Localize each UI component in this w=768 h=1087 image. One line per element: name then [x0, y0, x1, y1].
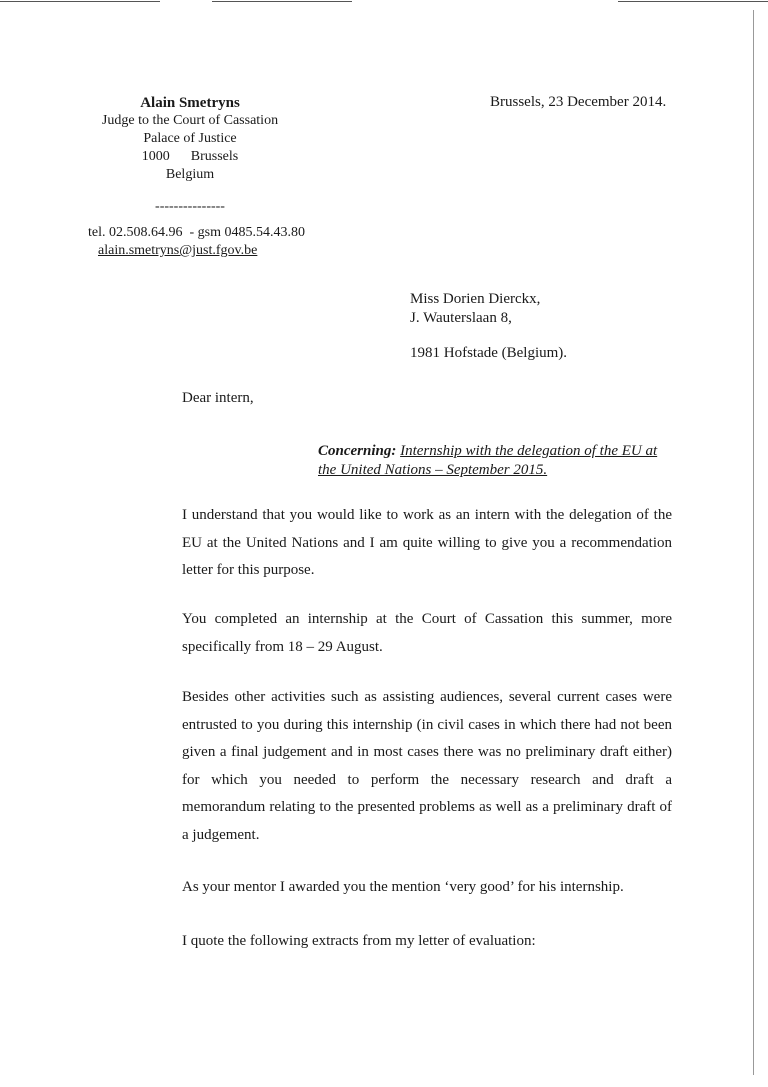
scan-right-edge: [753, 10, 754, 1075]
separator: ---------------: [155, 199, 225, 214]
body-paragraph: I understand that you would like to work as an intern with the delegation of the EU at the United Nations and I am quite willing to give you a recommendation letter for this purpose.: [182, 507, 672, 578]
recipient-name: Miss Dorien Dierckx,: [410, 291, 541, 307]
concerning-label: Concerning:: [318, 443, 397, 459]
body-paragraph: I quote the following extracts from my letter of evaluation:: [182, 933, 536, 949]
sender-place: Palace of Justice: [143, 131, 237, 146]
body-paragraph: Besides other activities such as assisting audiences, several current cases were entrusted to you during this internship (in civil cases in which there had not been given a final judgement and in most cases there was no preliminary draft either) for which you needed to perform the necessary research and draft a memorandum relating to the presented problems as well as a preliminary draft of a judgement.: [182, 689, 672, 843]
sender-postal: 1000 Brussels: [141, 149, 239, 164]
scan-edge-line: [618, 1, 768, 2]
scan-edge-line: [212, 1, 352, 2]
sender-phone: tel. 02.508.64.96 - gsm 0485.54.43.80: [88, 225, 305, 240]
body-paragraph: As your mentor I awarded you the mention ‘very good’ for his internship.: [182, 879, 624, 895]
concerning-line: [318, 442, 678, 480]
sender-country: Belgium: [165, 167, 215, 182]
recipient-city: 1981 Hofstade (Belgium).: [410, 345, 568, 361]
recipient-block: [410, 290, 567, 363]
concerning-subject: Internship with the delegation of the EU at the United Nations – September 2015.: [318, 443, 658, 478]
letter-date: Brussels, 23 December 2014.: [490, 94, 667, 110]
sender-block: [80, 94, 300, 216]
scan-edge-line: [0, 1, 160, 2]
body-paragraph: You completed an internship at the Court of Cassation this summer, more specifically from 18 – 29 August.: [182, 611, 672, 655]
sender-email-link[interactable]: alain.smetryns@just.fgov.be: [98, 243, 258, 258]
sender-title: Judge to the Court of Cassation: [101, 113, 279, 128]
greeting: Dear intern,: [182, 390, 254, 406]
sender-name: Alain Smetryns: [140, 95, 240, 111]
contact-block: [88, 224, 305, 260]
recipient-street: J. Wauterslaan 8,: [410, 310, 512, 326]
